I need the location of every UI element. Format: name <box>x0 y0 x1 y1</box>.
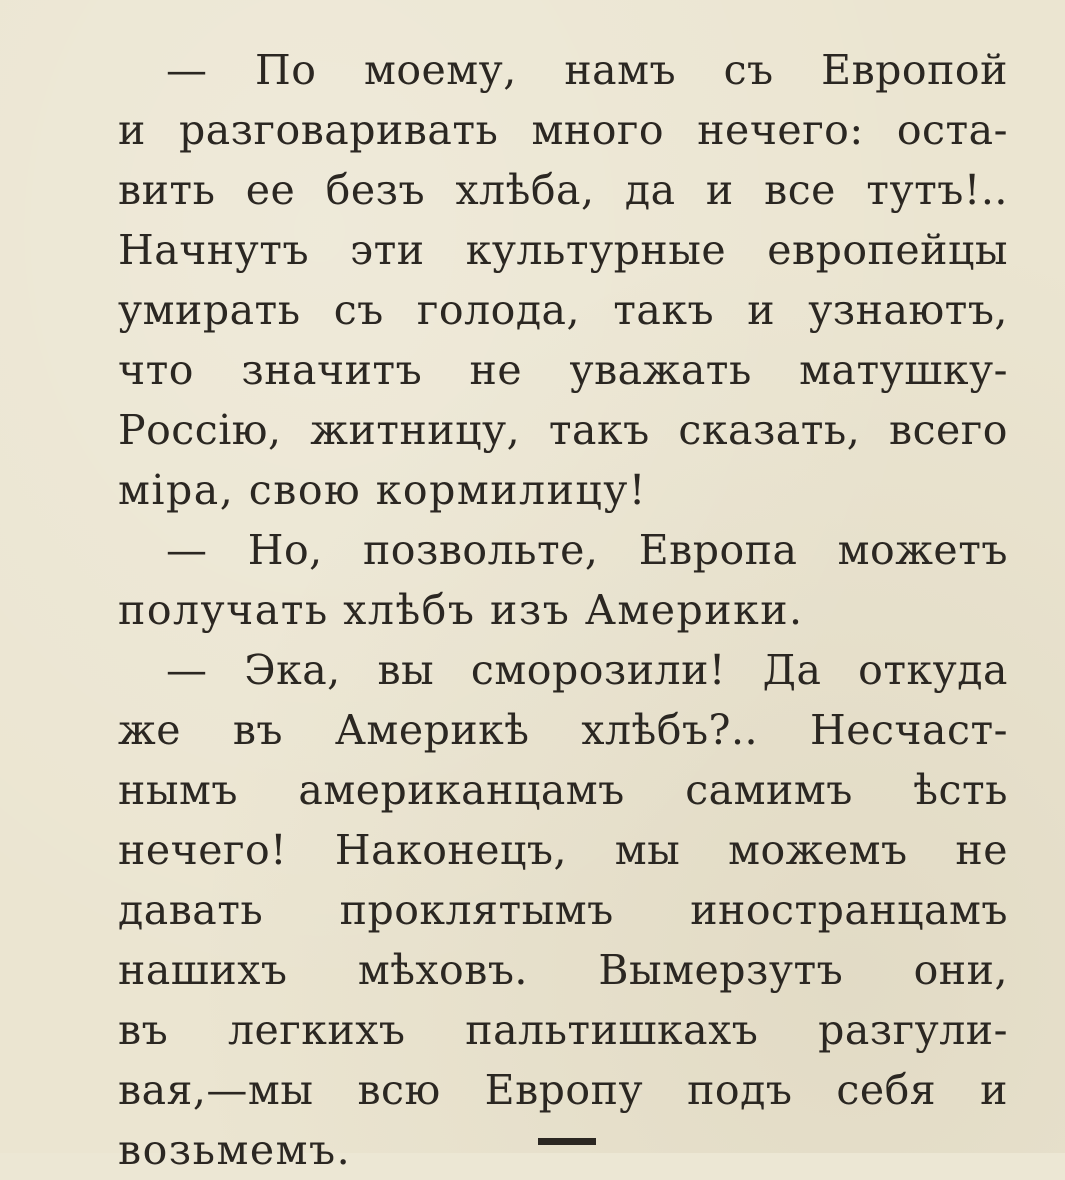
text-line: же въ Америкѣ хлѣбъ?.. Несчаст- <box>118 706 1008 754</box>
text-line: Начнутъ эти культурные европейцы <box>118 226 1008 274</box>
text-line: вить ее безъ хлѣба, да и все тутъ!.. <box>118 166 1008 214</box>
text-line: нашихъ мѣховъ. Вымерзутъ они, <box>118 946 1008 994</box>
text-line: возьмемъ. <box>118 1126 352 1174</box>
text-line: давать проклятымъ иностранцамъ <box>118 886 1008 934</box>
text-line: что значитъ не уважать матушку- <box>118 346 1008 394</box>
text-line: вая,—мы всю Европу подъ себя и <box>118 1066 1008 1114</box>
text-line: — По моему, намъ съ Европой <box>166 46 1008 94</box>
text-line: нымъ американцамъ самимъ ѣсть <box>118 766 1008 814</box>
text-line: міра, свою кормилицу! <box>118 466 647 514</box>
text-line: нечего! Наконецъ, мы можемъ не <box>118 826 1008 874</box>
text-line: — Но, позвольте, Европа можетъ <box>166 526 1008 574</box>
text-line: въ легкихъ пальтишкахъ разгули- <box>118 1006 1008 1054</box>
text-line: — Эка, вы сморозили! Да откуда <box>166 646 1008 694</box>
text-body <box>118 40 1008 1180</box>
text-line: умирать съ голода, такъ и узнаютъ, <box>118 286 1008 334</box>
text-line: Россію, житницу, такъ сказать, всего <box>118 406 1008 454</box>
text-line: и разговаривать много нечего: оста- <box>118 106 1008 154</box>
text-line: получать хлѣбъ изъ Америки. <box>118 586 804 634</box>
section-end-rule <box>538 1138 596 1145</box>
